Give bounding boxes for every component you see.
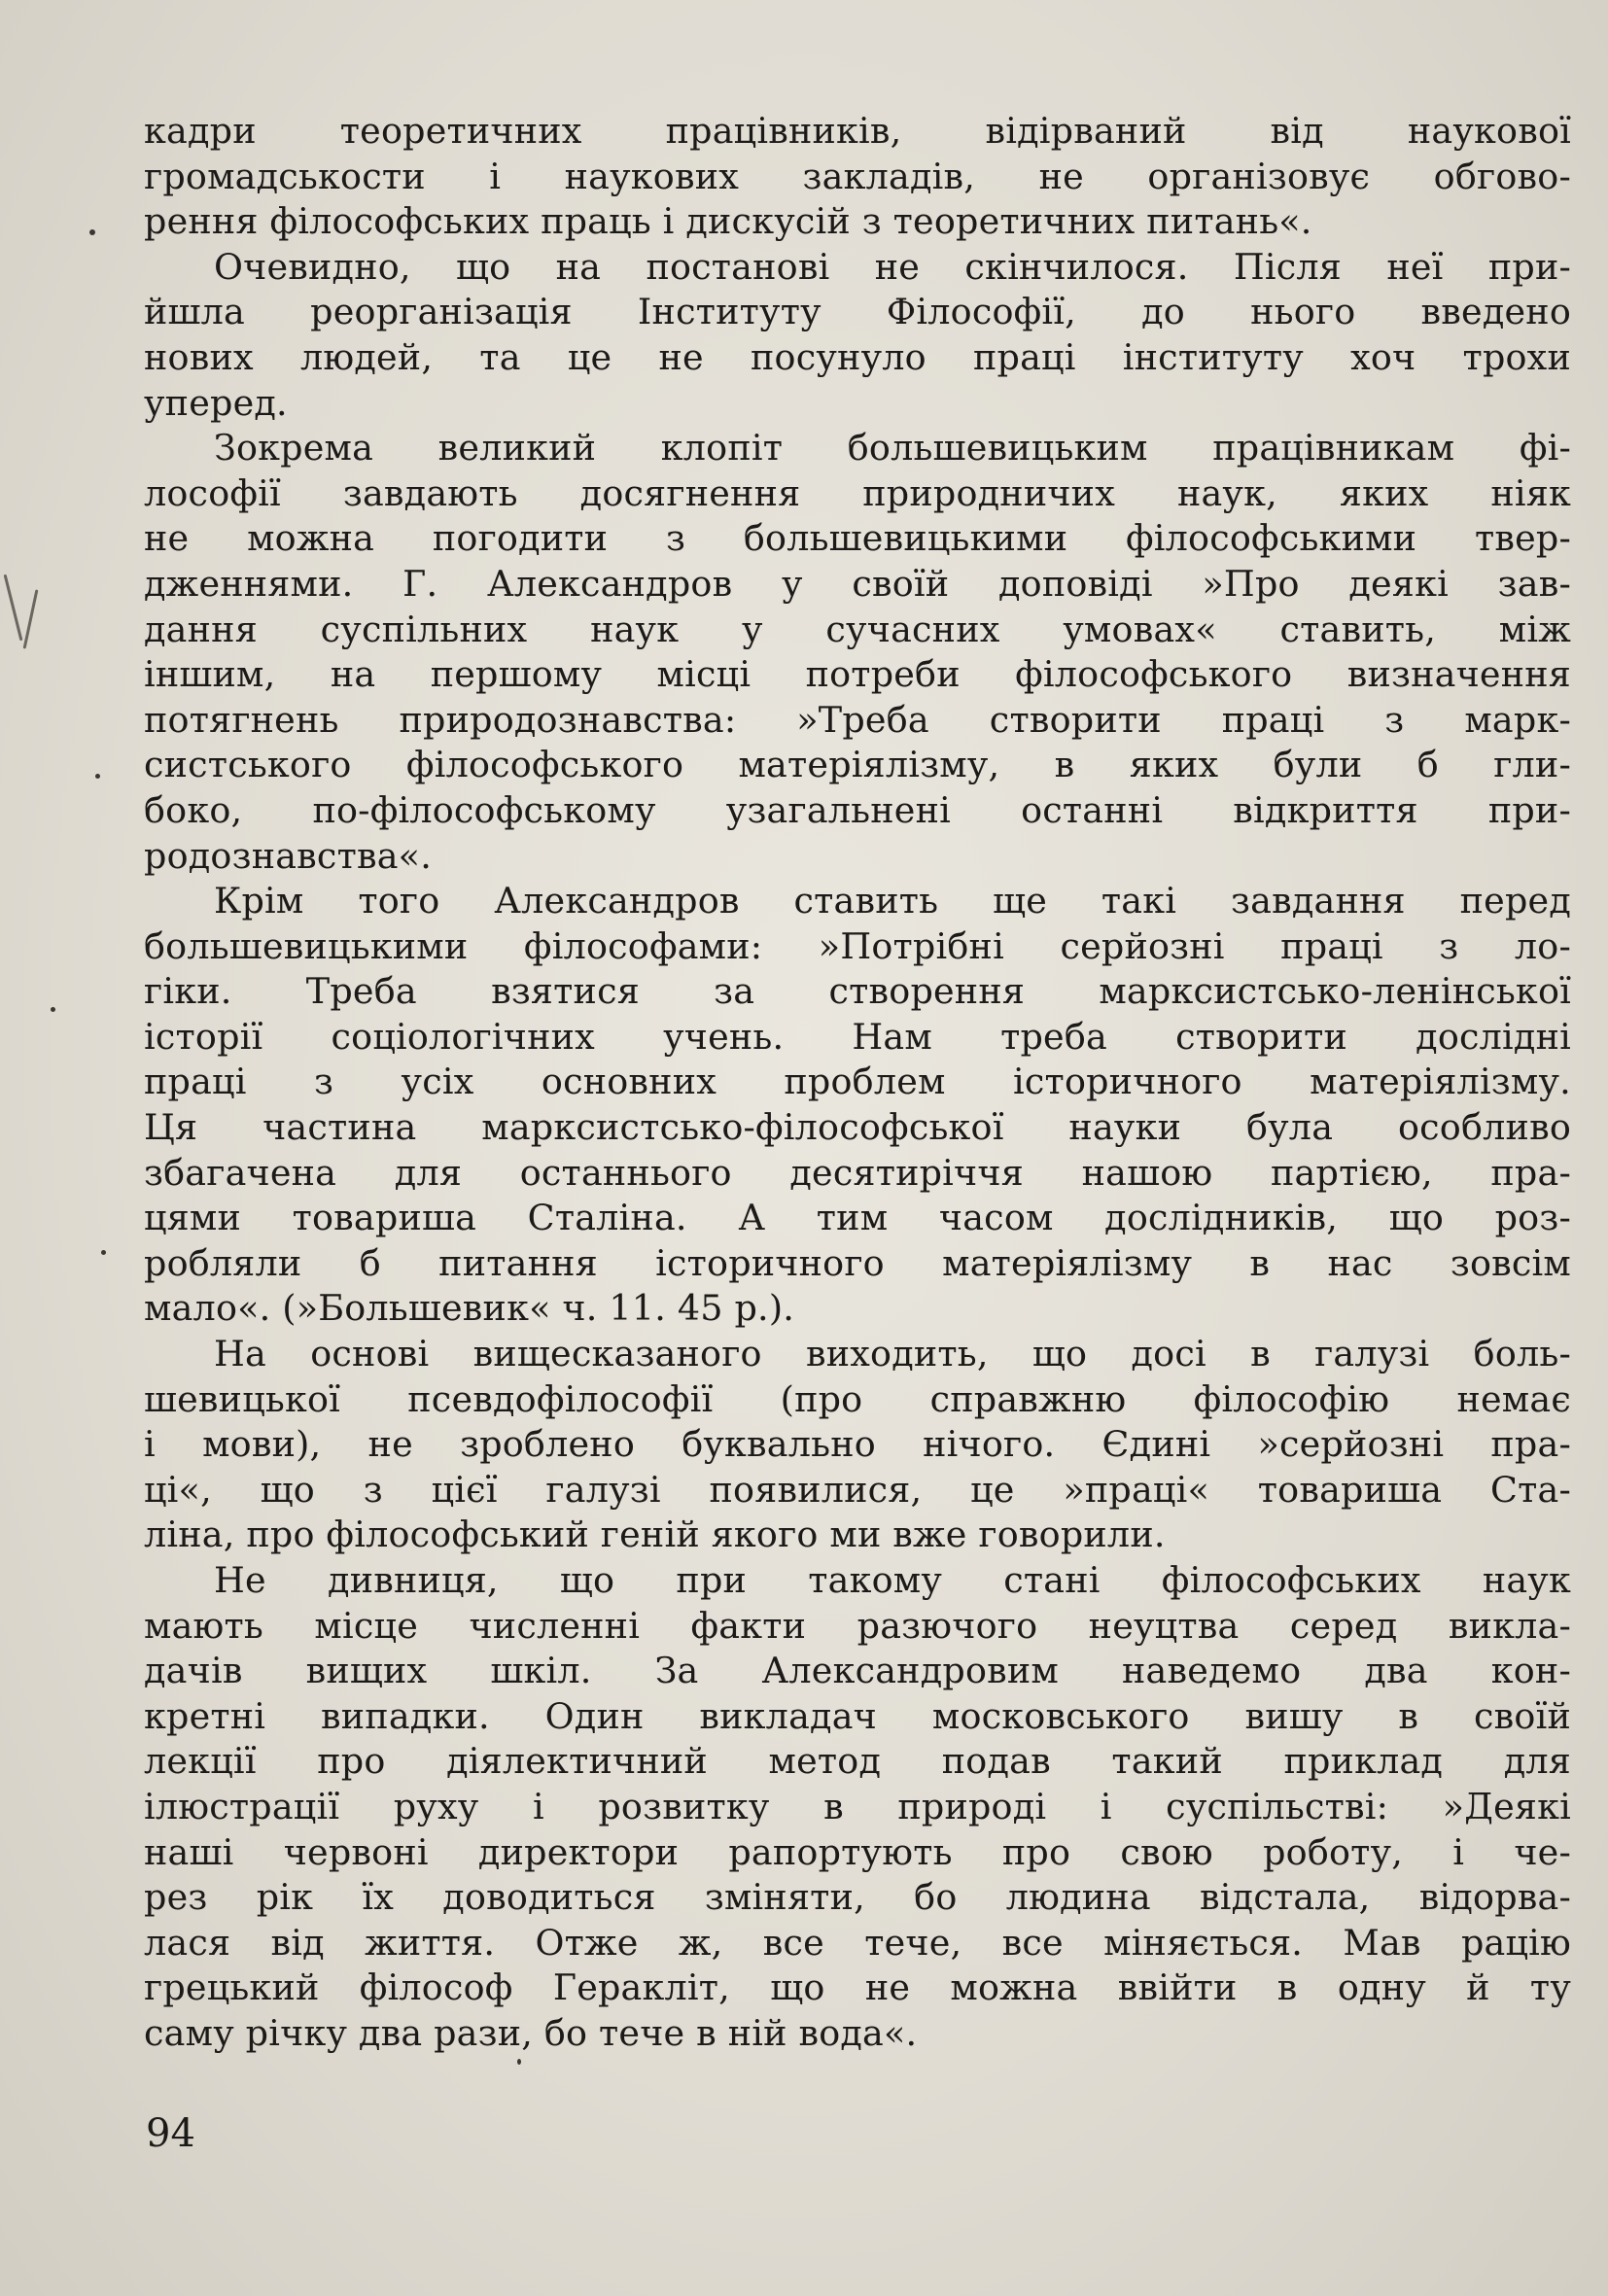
text-line: систського філософського матеріялізму, в яких були б гли- xyxy=(144,744,1571,786)
text-line: На основі вищесказаного виходить, що досі в галузі боль- xyxy=(214,1333,1571,1375)
text-line: ліна, про філософський геній якого ми вже говорили. xyxy=(144,1513,1166,1556)
text-line: лекції про діялектичний метод подав такий приклад для xyxy=(144,1740,1571,1783)
text-line: большевицькими філософами: »Потрібні серйозні праці з ло- xyxy=(144,924,1571,967)
page-number: 94 xyxy=(146,2111,195,2156)
text-line: праці з усіх основних проблем історичного матеріялізму. xyxy=(144,1061,1571,1103)
text-line: кретні випадки. Один викладач московського вишу в своїй xyxy=(144,1694,1571,1737)
text-line: саму річку два рази, бо тече в ній вода«. xyxy=(144,2011,918,2054)
text-line: родознавства«. xyxy=(144,834,433,877)
text-line: потягнень природознавства: »Треба створити праці з марк- xyxy=(144,698,1571,741)
text-line: збагачена для останнього десятиріччя нашою партією, пра- xyxy=(144,1151,1571,1194)
margin-stroke xyxy=(4,574,23,642)
text-line: робляли б питання історичного матеріялізму в нас зовсім xyxy=(144,1241,1571,1284)
text-line: Ця частина марксистсько-філософської науки була особливо xyxy=(144,1106,1571,1149)
text-line: іншим, на першому місці потреби філософського визначення xyxy=(144,653,1571,696)
speck-mark xyxy=(517,2059,521,2065)
text-line: кадри теоретичних працівників, відірваний від наукової xyxy=(144,110,1571,152)
speck-mark xyxy=(101,1250,106,1255)
text-line: і мови), не зроблено буквально нічого. Єдині »серйозні пра- xyxy=(144,1423,1571,1466)
text-line: мало«. (»Большевик« ч. 11. 45 р.). xyxy=(144,1287,795,1330)
text-line: громадськости і наукових закладів, не організовує обгово- xyxy=(144,155,1571,197)
text-line: цями товариша Сталіна. А тим часом дослідників, що роз- xyxy=(144,1197,1571,1239)
text-line: лася від життя. Отже ж, все тече, все міняється. Мав рацію xyxy=(144,1921,1571,1964)
speck-mark xyxy=(95,774,100,779)
text-line: лософії завдають досягнення природничих наук, яких ніяк xyxy=(144,471,1571,514)
text-line: Зокрема великий клопіт большевицьким працівникам фі- xyxy=(214,427,1571,470)
speck-mark xyxy=(51,1007,55,1012)
text-line: ілюстрації руху і розвитку в природі і суспільстві: »Деякі xyxy=(144,1785,1571,1827)
speck-mark xyxy=(89,229,95,235)
text-line: шевицької псевдофілософії (про справжню філософію немає xyxy=(144,1377,1571,1420)
text-line: уперед. xyxy=(144,381,288,424)
margin-stroke xyxy=(23,589,39,648)
text-line: Крім того Александров ставить ще такі завдання перед xyxy=(214,880,1571,922)
text-line: не можна погодити з большевицькими філософськими твер- xyxy=(144,517,1571,560)
text-line: грецький філософ Геракліт, що не можна ввійти в одну й ту xyxy=(144,1966,1571,2009)
text-line: Очевидно, що на постанові не скінчилося. Після неї при- xyxy=(214,245,1571,288)
text-line: наші червоні директори рапортують про свою роботу, і че- xyxy=(144,1830,1571,1873)
text-line: історії соціологічних учень. Нам треба створити дослідні xyxy=(144,1015,1571,1058)
text-line: мають місце численні факти разючого неуцтва серед викла- xyxy=(144,1604,1571,1647)
text-line: боко, по-філософському узагальнені останні відкриття при- xyxy=(144,788,1571,831)
text-line: рення філософських праць і дискусій з теоретичних питань«. xyxy=(144,200,1312,243)
body-text xyxy=(144,109,1571,2057)
text-line: дачів вищих шкіл. За Александровим наведемо два кон- xyxy=(144,1650,1571,1692)
text-line: ці«, що з цієї галузі появилися, це »праці« товариша Ста- xyxy=(144,1468,1571,1511)
text-line: гіки. Треба взятися за створення марксистсько-ленінської xyxy=(144,970,1571,1013)
text-line: йшла реорганізація Інституту Філософії, до нього введено xyxy=(144,291,1571,333)
text-line: нових людей, та це не посунуло праці інституту хоч трохи xyxy=(144,335,1571,378)
text-line: дженнями. Г. Александров у своїй доповіді »Про деякі зав- xyxy=(144,562,1571,605)
text-line: рез рік їх доводиться зміняти, бо людина відстала, відорва- xyxy=(144,1876,1571,1919)
text-line: дання суспільних наук у сучасних умовах« ставить, між xyxy=(144,608,1571,650)
text-line: Не дивниця, що при такому стані філософських наук xyxy=(214,1559,1571,1601)
